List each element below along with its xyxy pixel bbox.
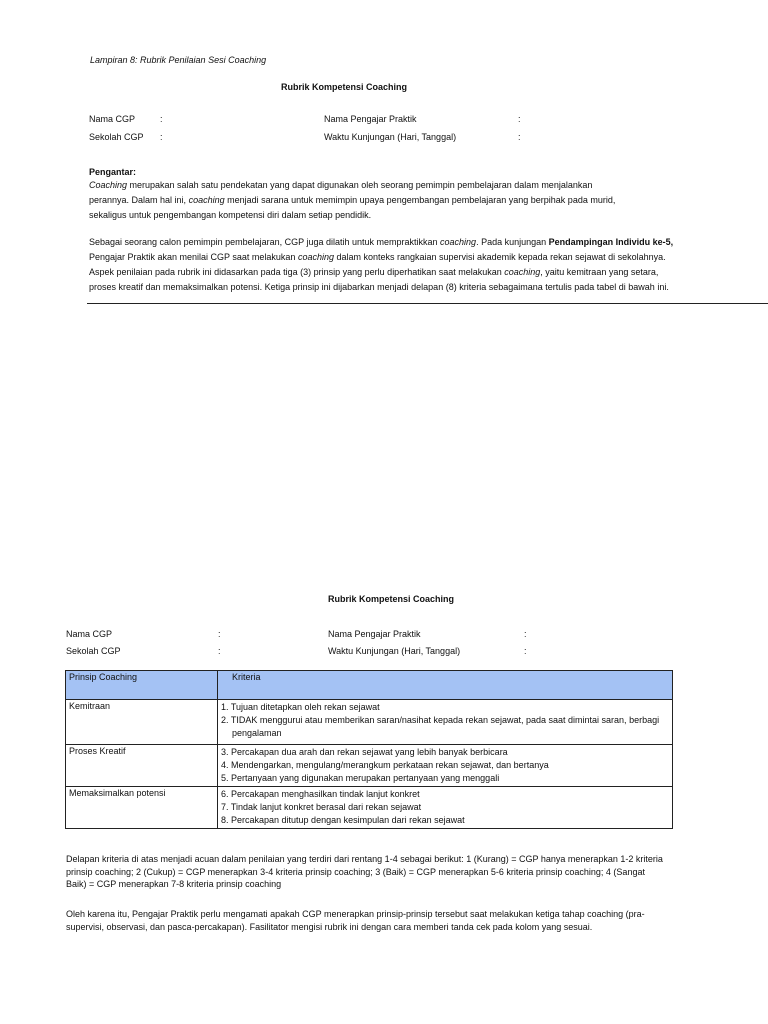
table-row <box>66 745 673 787</box>
label-waktu-kunjungan: Waktu Kunjungan (Hari, Tanggal) <box>328 646 461 656</box>
header-prinsip: Prinsip Coaching <box>66 671 218 700</box>
colon: : <box>524 646 527 656</box>
instruction-note: Oleh karena itu, Pengajar Praktik perlu mengamati apakah CGP menerapkan prinsip-prinsip tersebut saat melakukan ketiga tahap coaching (pra-supervisi, observasi, dan pasca-percakapan). Fasilitator mengisi rubrik ini dengan cara memberi tanda cek pada kolom yang sesuai. <box>66 909 645 932</box>
kriteria-item: 6. Percakapan menghasilkan tindak lanjut konkret <box>221 789 420 799</box>
table-header-row <box>66 671 673 700</box>
page-title: Rubrik Kompetensi Coaching <box>281 82 408 92</box>
colon: : <box>218 646 221 656</box>
table-row <box>66 700 673 745</box>
prinsip-cell: Memaksimalkan potensi <box>66 787 218 829</box>
intro-paragraph-1: Coaching merupakan salah satu pendekatan yang dapat digunakan oleh seorang pemimpin pembelajaran dalam menjalankan perannya. Dalam hal ini, coaching menjadi sarana untuk memimpin upaya pengembangan pembelajaran yang berpihak pada murid, sekaligus untuk pengembangan kompetensi diri dalam setiap pendidik. <box>89 180 616 220</box>
prinsip-cell: Kemitraan <box>66 700 218 745</box>
prinsip-cell: Proses Kreatif <box>66 745 218 787</box>
intro-paragraph-2: Sebagai seorang calon pemimpin pembelajaran, CGP juga dilatih untuk mempraktikkan coaching. Pada kunjungan Pendampingan Individu ke-5, Pengajar Praktik akan menilai CGP saat melakukan coaching dalam konteks rangkaian supervisi akademik kepada rekan sejawat di sekolahnya. Aspek penilaian pada rubrik ini didasarkan pada tiga (3) prinsip yang perlu diperhatikan saat melakukan coaching, yaitu kemitraan yang setara, proses kreatif dan memaksimalkan potensi. Ketiga prinsip ini dijabarkan menjadi delapan (8) kriteria sebagaimana tertulis pada tabel di bawah ini. <box>89 237 674 292</box>
kriteria-item: 7. Tindak lanjut konkret berasal dari rekan sejawat <box>221 802 422 812</box>
colon: : <box>518 132 521 142</box>
page-divider <box>87 303 768 304</box>
kriteria-item: 2. TIDAK menggurui atau memberikan saran/nasihat kepada rekan sejawat, pada saat dimintai saran, berbagi pengalaman <box>221 715 660 738</box>
colon: : <box>524 629 527 639</box>
scoring-note: Delapan kriteria di atas menjadi acuan dalam penilaian yang terdiri dari rentang 1-4 sebagai berikut: 1 (Kurang) = CGP hanya menerapkan 1-2 kriteria prinsip coaching; 2 (Cukup) = CGP menerapkan 3-4 kriteria prinsip coaching; 3 (Baik) = CGP menerapkan 5-6 kriteria prinsip coaching; 4 (Sangat Baik) = CGP menerapkan 7-8 kriteria prinsip coaching <box>66 854 663 889</box>
label-nama-pengajar: Nama Pengajar Praktik <box>328 629 421 639</box>
attachment-caption: Lampiran 8: Rubrik Penilaian Sesi Coaching <box>90 55 267 65</box>
intro-heading: Pengantar: <box>89 167 137 177</box>
colon: : <box>160 132 163 142</box>
label-waktu-kunjungan: Waktu Kunjungan (Hari, Tanggal) <box>324 132 457 142</box>
label-nama-cgp: Nama CGP <box>89 114 136 124</box>
label-sekolah-cgp: Sekolah CGP <box>66 646 121 656</box>
label-sekolah-cgp: Sekolah CGP <box>89 132 144 142</box>
page-title: Rubrik Kompetensi Coaching <box>328 594 455 604</box>
colon: : <box>218 629 221 639</box>
kriteria-item: 3. Percakapan dua arah dan rekan sejawat yang lebih banyak berbicara <box>221 747 508 757</box>
label-nama-pengajar: Nama Pengajar Praktik <box>324 114 417 124</box>
table-row <box>66 787 673 829</box>
kriteria-item: 8. Percakapan ditutup dengan kesimpulan dari rekan sejawat <box>221 815 465 825</box>
header-kriteria: Kriteria <box>218 671 673 700</box>
kriteria-item: 1. Tujuan ditetapkan oleh rekan sejawat <box>221 702 380 712</box>
kriteria-cell <box>218 787 673 829</box>
kriteria-item: 5. Pertanyaan yang digunakan merupakan pertanyaan yang menggali <box>221 773 500 783</box>
kriteria-cell <box>218 700 673 745</box>
label-nama-cgp: Nama CGP <box>66 629 113 639</box>
colon: : <box>518 114 521 124</box>
kriteria-cell <box>218 745 673 787</box>
kriteria-item: 4. Mendengarkan, mengulang/merangkum perkataan rekan sejawat, dan bertanya <box>221 760 549 770</box>
rubric-table <box>65 670 673 829</box>
colon: : <box>160 114 163 124</box>
